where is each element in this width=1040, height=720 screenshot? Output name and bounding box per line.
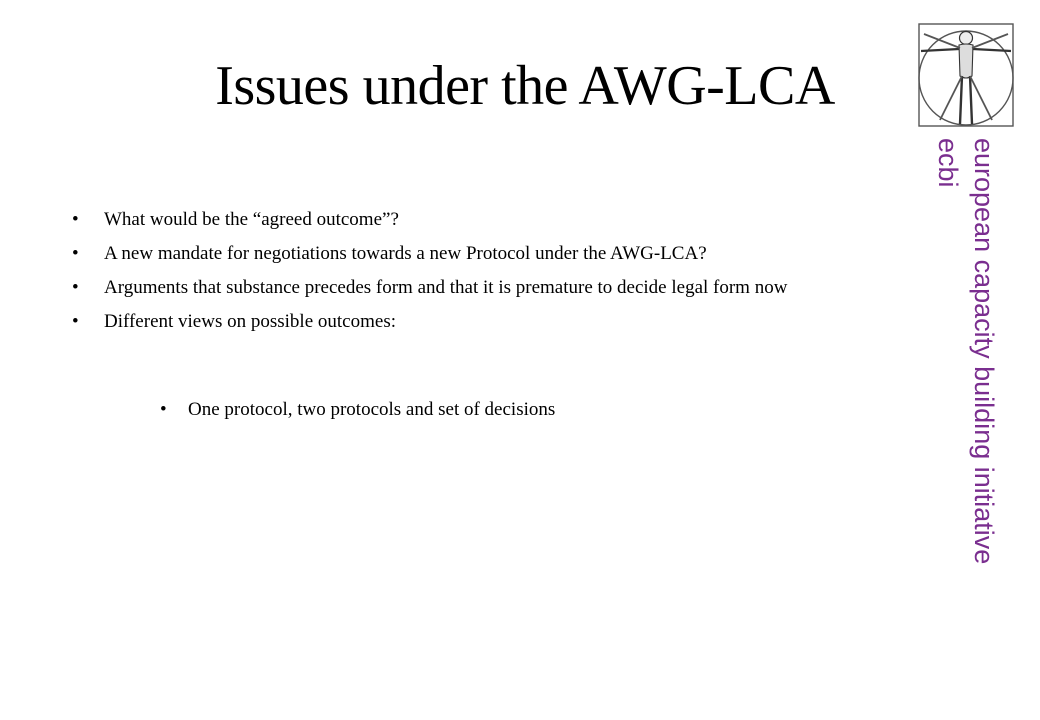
slide-title: Issues under the AWG-LCA (215, 55, 835, 117)
ecbi-full-name: european capacity building initiative (969, 138, 999, 565)
bullet-item: • A new mandate for negotiations towards a new Protocol under the AWG-LCA? (72, 242, 932, 265)
ecbi-vertical-branding (922, 138, 1002, 688)
bullet-item: • Arguments that substance precedes form and that it is premature to decide legal form now (72, 276, 932, 299)
sub-bullet-list (160, 398, 860, 421)
bullet-list (72, 208, 932, 333)
bullet-item: • What would be the “agreed outcome”? (72, 208, 932, 231)
vitruvian-man-icon (912, 18, 1018, 134)
bullet-item: • Different views on possible outcomes: (72, 310, 932, 333)
ecbi-acronym: ecbi (933, 138, 963, 188)
sub-bullet-item: • One protocol, two protocols and set of decisions (160, 398, 860, 421)
